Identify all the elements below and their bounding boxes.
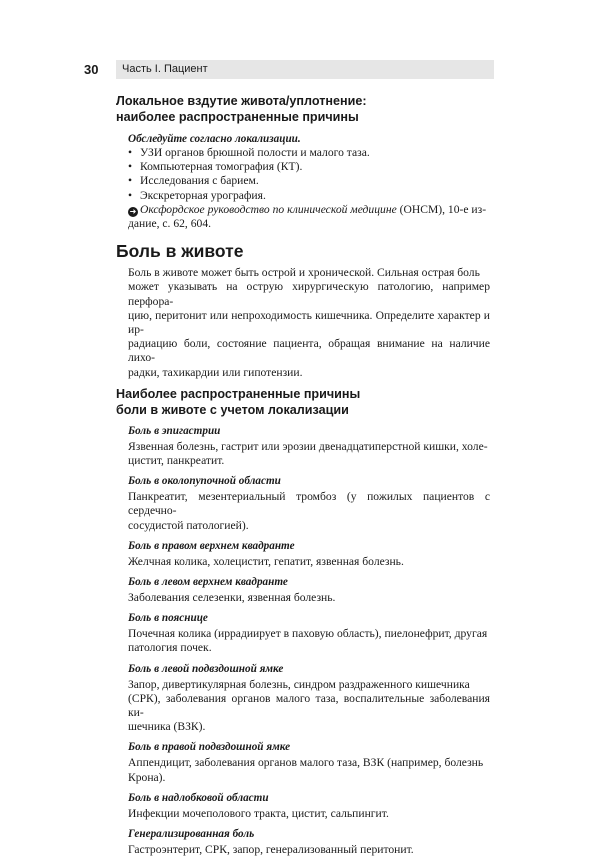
- cause-left-iliac-fossa: [116, 662, 490, 735]
- cause-title: Генерализированная боль: [128, 828, 255, 841]
- cause-text: Заболевания селезенки, язвенная болезнь.: [128, 591, 336, 605]
- cause-text: Запор, дивертикулярная болезнь, синдром раздраженного кишечника (СРК), заболевания органов малого таза, воспалительные заболевания ки- шечника (ВЗК).: [128, 677, 490, 734]
- reference-note: [116, 203, 490, 231]
- page-number: 30: [84, 62, 99, 77]
- list-item: • Компьютерная томография (КТ).: [128, 160, 303, 174]
- cause-text: Почечная колика (иррадиирует в паховую область), пиелонефрит, другая патология почек.: [128, 627, 488, 655]
- cause-epigastric: [116, 424, 490, 468]
- bullet-icon: •: [128, 146, 133, 159]
- bullet-icon: •: [128, 188, 133, 202]
- list-item: • Исследования с барием.: [128, 174, 259, 188]
- arrow-right-circle-icon: ➜: [129, 206, 137, 216]
- cause-text: Инфекции мочеполового тракта, цистит, сальпингит.: [128, 806, 389, 820]
- list-item: • Экскреторная урография.: [128, 188, 266, 202]
- heading-causes-line1: Наиболее распространенные причины: [116, 386, 361, 401]
- cause-title: Боль в пояснице: [128, 612, 208, 625]
- cause-text: Гастроэнтерит, СРК, запор, генерализованный перитонит.: [128, 843, 414, 857]
- running-head: Часть I. Пациент: [116, 60, 494, 79]
- cause-generalized: [116, 827, 490, 857]
- heading-abdominal-pain: Боль в животе: [116, 241, 244, 262]
- distension-bullet-list: [116, 146, 490, 203]
- heading-distension-line1: Локальное вздутие живота/уплотнение:: [116, 94, 367, 108]
- cause-title: Боль в правой подвздошной ямке: [128, 741, 291, 754]
- cause-text: Желчная колика, холецистит, гепатит, язвенная болезнь.: [128, 554, 404, 568]
- heading-distension-line2: наиболее распространенные причины: [116, 110, 359, 124]
- cause-loin: [116, 611, 490, 655]
- cause-text: Панкреатит, мезентериальный тромбоз (у пожилых пациентов с сердечно- сосудистой патологией).: [128, 490, 490, 532]
- list-item: • УЗИ органов брюшной полости и малого таза.: [128, 146, 370, 159]
- cause-text: Язвенная болезнь, гастрит или эрозии двенадцатиперстной кишки, холе- цистит, панкреатит.: [128, 439, 488, 468]
- cause-right-upper-quadrant: [116, 539, 490, 569]
- pain-intro-paragraph: Боль в животе может быть острой и хронической. Сильная острая боль может указывать на острую хирургическую патологию, например перфора- цию, перитонит или непроходимость кишечника. Определите характер и ир- радиацию боли, состояние пациента, обращая внимание на наличие лихо- радки, тахикардии или гипотензии.: [128, 266, 490, 379]
- distension-subhead: Обследуйте согласно локализации.: [128, 133, 301, 145]
- reference-book-title: Оксфордское руководство по клинической медицине: [140, 202, 397, 216]
- cause-title: Боль в левом верхнем квадранте: [128, 576, 288, 589]
- cause-suprapubic: [116, 791, 490, 821]
- cause-periumbilical: [116, 474, 490, 533]
- reference-text: (ОНСМ), 10-е из-: [396, 202, 487, 216]
- heading-causes-line2: боли в животе с учетом локализации: [116, 402, 349, 417]
- cause-title: Боль в надлобковой области: [128, 791, 269, 804]
- section-distension: [116, 93, 490, 231]
- cause-title: Боль в правом верхнем квадранте: [128, 539, 295, 552]
- cause-right-iliac-fossa: [116, 740, 490, 784]
- cause-left-upper-quadrant: [116, 575, 490, 605]
- cause-title: Боль в околопупочной области: [128, 475, 281, 488]
- section-pain-causes: [116, 386, 490, 857]
- section-abdominal-pain: [116, 240, 490, 380]
- page-header: [84, 60, 494, 79]
- cause-text: Аппендицит, заболевания органов малого таза, ВЗК (например, болезнь Крона).: [128, 756, 484, 784]
- cause-title: Боль в левой подвздошной ямке: [128, 662, 284, 675]
- bullet-icon: •: [128, 174, 133, 188]
- page-content: [116, 93, 490, 857]
- cause-title: Боль в эпигастрии: [128, 424, 221, 437]
- bullet-icon: •: [128, 160, 133, 174]
- reference-text-line2: дание, с. 62, 604.: [128, 217, 212, 231]
